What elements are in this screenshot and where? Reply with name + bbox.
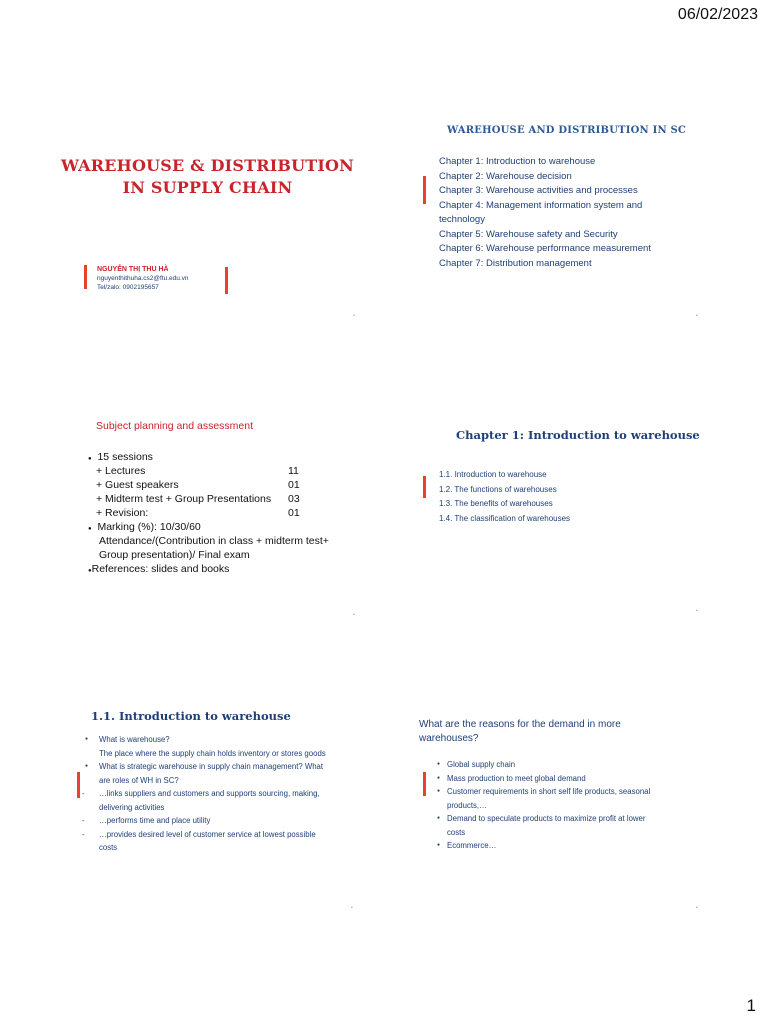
- planning-row-value: 01: [288, 479, 300, 491]
- slide-6-title: [419, 718, 621, 746]
- dash-text: …links suppliers and customers and supports sourcing, making,: [99, 789, 320, 798]
- slide-1: [40, 100, 380, 320]
- slide-1-title-line-1: WAREHOUSE & DISTRIBUTION: [60, 156, 355, 175]
- chapter-item: Chapter 4: Management information system and: [439, 199, 643, 211]
- marking-text: Marking (%): 10/30/60: [97, 521, 201, 533]
- reason-text: Demand to speculate products to maximize profit at lower: [447, 814, 646, 823]
- slide-3-title: Subject planning and assessment: [96, 420, 254, 432]
- slide-6-dot: •: [696, 905, 698, 911]
- chapter-item: Chapter 1: Introduction to warehouse: [439, 156, 596, 167]
- reason-continuation: costs: [447, 827, 466, 837]
- question-text: What is strategic warehouse in supply chain management? What: [99, 762, 324, 771]
- toc-item: 1.4. The classification of warehouses: [439, 513, 571, 523]
- chapter-item: Chapter 5: Warehouse safety and Security: [439, 228, 618, 240]
- slide-1-dot: •: [353, 313, 355, 319]
- slide-5: [40, 700, 380, 920]
- reason-text: Ecommerce…: [447, 841, 497, 850]
- author-phone: Tel/zalo: 0902195657: [97, 284, 159, 291]
- sessions-text: 15 sessions: [97, 451, 153, 463]
- planning-row-value: 01: [288, 507, 300, 519]
- slide-1-accent-bar-right: [225, 267, 228, 294]
- slide-5-content: [82, 733, 326, 855]
- chapter-item: Chapter 3: Warehouse activities and processes: [439, 185, 638, 196]
- marking-item: ● Marking (%): 10/30/60: [88, 521, 201, 533]
- slide-2-title: WAREHOUSE AND DISTRIBUTION IN SC: [447, 125, 687, 136]
- reason-continuation: products,…: [447, 800, 487, 810]
- planning-row-label: + Lectures: [96, 465, 146, 477]
- slide-3-dot: •: [353, 612, 355, 618]
- reason-item: ● Ecommerce…: [437, 841, 497, 850]
- reason-item: ● Global supply chain: [437, 760, 516, 769]
- planning-row-label: + Revision:: [96, 507, 149, 519]
- dash-item: - …performs time and place utility: [82, 816, 211, 825]
- slide-1-title-line-2: IN SUPPLY CHAIN: [122, 178, 293, 197]
- chapter-list: [439, 155, 651, 271]
- toc-item: 1.3. The benefits of warehouses: [439, 499, 553, 508]
- reason-text: Mass production to meet global demand: [447, 773, 586, 783]
- slide-5-title: 1.1. Introduction to warehouse: [91, 709, 291, 723]
- slide-6: [405, 700, 745, 920]
- reasons-list: [437, 758, 650, 853]
- answer-text: The place where the supply chain holds inventory or stores goods: [99, 748, 326, 758]
- slide-6-title-line-1: What are the reasons for the demand in more: [419, 719, 621, 730]
- question-item: ● What is strategic warehouse in supply chain management? What: [85, 762, 324, 771]
- slide-2-dot: •: [696, 313, 698, 319]
- dash-continuation: costs: [99, 843, 118, 852]
- question-text: What is warehouse?: [99, 735, 170, 744]
- reason-item: ● Mass production to meet global demand: [437, 773, 586, 783]
- sessions-item: ● 15 sessions: [88, 451, 153, 463]
- answer-item: [85, 747, 326, 761]
- dash-item: - …links suppliers and customers and supports sourcing, making,: [82, 789, 320, 798]
- print-date: 06/02/2023: [677, 6, 758, 23]
- reason-text: Customer requirements in short self life products, seasonal: [447, 787, 651, 796]
- slide-2-accent-bar: [423, 176, 426, 204]
- planning-row-label: + Guest speakers: [96, 479, 179, 491]
- reason-item: ● Demand to speculate products to maximize profit at lower: [437, 814, 646, 823]
- slide-4-title: Chapter 1: Introduction to warehouse: [456, 428, 700, 442]
- slide-6-accent-bar: [423, 772, 426, 796]
- dash-text: …provides desired level of customer service at lowest possible: [99, 829, 316, 839]
- slide-5-dot: •: [351, 905, 353, 911]
- chapter-item: Chapter 6: Warehouse performance measurement: [439, 243, 651, 254]
- dash-text: …performs time and place utility: [99, 816, 211, 825]
- planning-row-value: 11: [288, 465, 299, 477]
- planning-row: [88, 506, 368, 520]
- chapter-item: technology: [439, 214, 485, 225]
- slide-5-accent-bar: [77, 772, 80, 798]
- slide-6-title-line-2: warehouses?: [419, 733, 479, 744]
- references-text: References: slides and books: [91, 563, 230, 575]
- dash-continuation: delivering activities: [99, 802, 165, 812]
- toc-item: 1.2. The functions of warehouses: [439, 484, 557, 494]
- slide-1-title: [40, 155, 375, 199]
- planning-row: [88, 478, 368, 492]
- planning-row: [88, 464, 368, 478]
- author-name: NGUYỄN THỊ THU HÀ: [97, 266, 169, 273]
- slide-3: [40, 400, 380, 620]
- planning-row-label: + Midterm test + Group Presentations: [96, 493, 272, 505]
- planning-row-value: 03: [288, 493, 300, 505]
- question-item: ● What is warehouse?: [85, 735, 170, 744]
- author-email: nguyenthithuha.cs2@ftu.edu.vn: [97, 275, 189, 282]
- slide-4-accent-bar: [423, 476, 426, 498]
- marking-detail-2: Group presentation)/ Final exam: [99, 549, 250, 561]
- marking-detail-1: Attendance/(Contribution in class + midterm test+: [99, 535, 329, 547]
- slide-4-dot: •: [696, 608, 698, 614]
- page-number: 1: [746, 996, 756, 1015]
- references-item: ●References: slides and books: [88, 563, 230, 575]
- toc-item: 1.1. Introduction to warehouse: [439, 470, 547, 479]
- chapter-item: Chapter 2: Warehouse decision: [439, 170, 572, 182]
- question-continuation: are roles of WH in SC?: [99, 775, 179, 785]
- reason-item: ● Customer requirements in short self life products, seasonal: [437, 787, 651, 796]
- dash-item: - …provides desired level of customer service at lowest possible: [82, 829, 316, 839]
- slide-1-accent-bar-left: [84, 265, 87, 289]
- chapter-1-toc: [439, 468, 570, 526]
- planning-list: [88, 450, 368, 576]
- chapter-item: Chapter 7: Distribution management: [439, 257, 592, 269]
- reason-text: Global supply chain: [447, 760, 516, 769]
- slide-4: [405, 400, 745, 620]
- planning-row: [88, 492, 368, 506]
- slide-2: [405, 100, 745, 320]
